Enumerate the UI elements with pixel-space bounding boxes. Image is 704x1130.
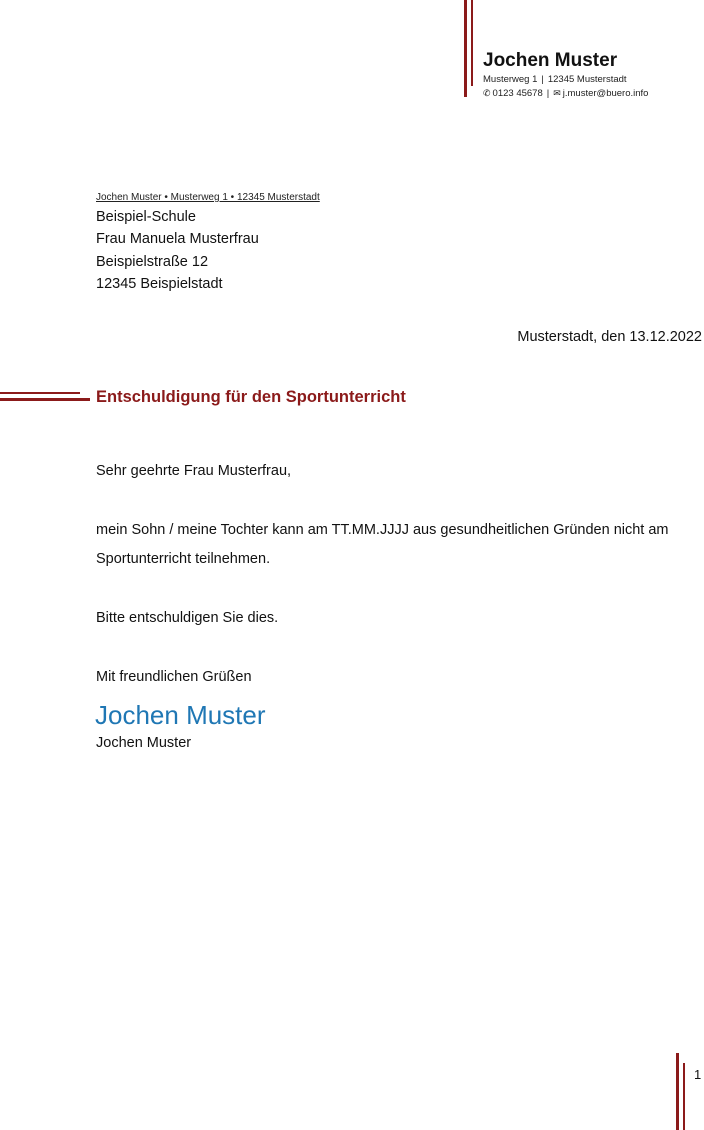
subject-accent-bar-bottom — [0, 398, 90, 401]
footer-accent-bar-left — [676, 1053, 679, 1130]
letter-subject: Entschuldigung für den Sportunterricht — [96, 388, 406, 406]
body-paragraph-line: Sportunterricht teilnehmen. — [96, 551, 271, 567]
salutation: Sehr geehrte Frau Musterfrau, — [96, 463, 292, 479]
footer-accent-bar-right — [683, 1063, 685, 1130]
page-number: 1 — [694, 1067, 702, 1082]
sender-city: 12345 Musterstadt — [547, 74, 627, 85]
sender-email: j.muster@buero.info — [562, 88, 649, 99]
header-accent-bar-right — [471, 0, 473, 86]
body-paragraph-line: mein Sohn / meine Tochter kann am TT.MM.JJJJ aus gesundheitlichen Gründen nicht am — [96, 522, 669, 538]
letter-date: Musterstadt, den 13.12.2022 — [517, 329, 702, 345]
header-accent-bar-left — [464, 0, 467, 97]
recipient-line: Frau Manuela Musterfrau — [96, 231, 259, 247]
separator: | — [546, 88, 550, 99]
separator: | — [541, 74, 544, 85]
phone-icon: ✆ — [483, 88, 491, 98]
sender-address-line — [483, 74, 627, 85]
recipient-line: Beispiel-Schule — [96, 209, 196, 225]
return-address: Jochen Muster • Musterweg 1 • 12345 Musterstadt — [96, 192, 320, 203]
recipient-line: Beispielstraße 12 — [96, 254, 209, 270]
recipient-line: 12345 Beispielstadt — [96, 276, 223, 292]
body-paragraph: Bitte entschuldigen Sie dies. — [96, 610, 279, 626]
envelope-icon: ✉ — [553, 88, 561, 98]
closing-phrase: Mit freundlichen Grüßen — [96, 669, 252, 685]
sender-contact-line — [483, 88, 648, 99]
sender-street: Musterweg 1 — [483, 74, 538, 85]
signature: Jochen Muster — [95, 700, 266, 730]
sender-name: Jochen Muster — [483, 50, 618, 71]
signature-printed-name: Jochen Muster — [96, 735, 192, 751]
sender-phone: 0123 45678 — [492, 88, 543, 99]
subject-accent-bar-top — [0, 392, 80, 394]
